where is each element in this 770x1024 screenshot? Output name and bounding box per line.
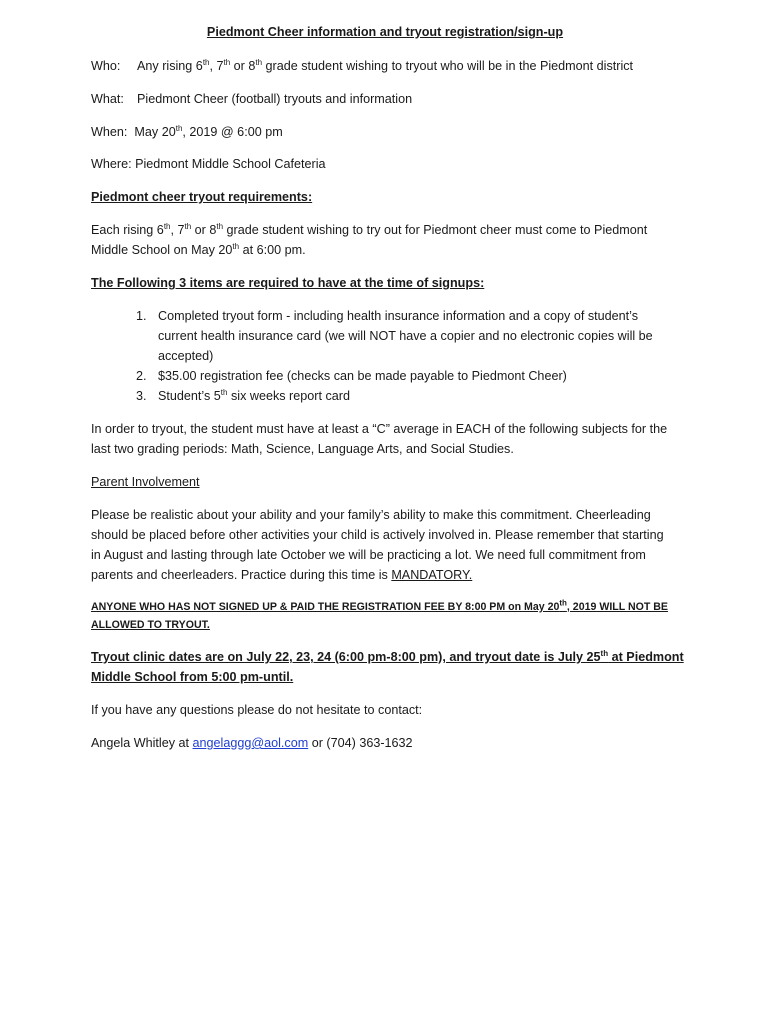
sup: th bbox=[184, 221, 192, 231]
text: Middle School on May 20 bbox=[91, 243, 233, 257]
where-line bbox=[91, 154, 326, 174]
sup: th bbox=[175, 123, 183, 133]
email-link[interactable]: angelaggg@aol.com bbox=[192, 736, 309, 750]
list-item-cont: current health insurance card (we will NOT have a copier and no electronic copies will be bbox=[158, 329, 653, 343]
items-heading: The Following 3 items are required to have at the time of signups: bbox=[91, 276, 485, 290]
list-item bbox=[136, 306, 638, 326]
grades-line-1: In order to tryout, the student must have at least a “C” average in EACH of the following subjects for the bbox=[91, 422, 668, 436]
parent-line-1: Please be realistic about your ability and your family’s ability to make this commitment. Cheerleading bbox=[91, 508, 651, 522]
requirements-line-1 bbox=[91, 220, 647, 240]
when-text: May 20 bbox=[134, 125, 176, 139]
sup: th bbox=[255, 57, 263, 67]
text: parents and cheerleaders. Practice during this time is bbox=[91, 568, 392, 582]
text: Tryout clinic dates are on July 22, 23, 24 (6:00 pm-8:00 pm), and tryout date is July 25 bbox=[91, 650, 601, 664]
warning-line-1 bbox=[91, 597, 668, 617]
contact-intro: If you have any questions please do not hesitate to contact: bbox=[91, 703, 423, 717]
parent-line-2: should be placed before other activities your child is actively involved in. Please remember that starting bbox=[91, 528, 664, 542]
list-item bbox=[136, 366, 567, 386]
clinic-line-2: Middle School from 5:00 pm-until. bbox=[91, 670, 294, 684]
list-text: six weeks report card bbox=[227, 389, 350, 403]
where-text: Piedmont Middle School Cafeteria bbox=[135, 157, 326, 171]
when-line bbox=[91, 122, 283, 142]
contact-line bbox=[91, 733, 413, 753]
where-label: Where: bbox=[91, 157, 132, 171]
clinic-line-1 bbox=[91, 647, 684, 667]
who-text: grade student wishing to tryout who will be in the Piedmont district bbox=[262, 59, 634, 73]
what-line bbox=[91, 89, 412, 109]
sup: th bbox=[559, 598, 567, 608]
grades-line-2: last two grading periods: Math, Science, Language Arts, and Social Studies. bbox=[91, 442, 514, 456]
parent-line-4 bbox=[91, 565, 472, 585]
text: or 8 bbox=[191, 223, 217, 237]
text: , 2019 WILL NOT BE bbox=[566, 601, 668, 613]
who-label: Who: bbox=[91, 59, 121, 73]
list-text: Student’s 5 bbox=[158, 389, 221, 403]
sup: th bbox=[220, 387, 228, 397]
requirements-line-2 bbox=[91, 240, 306, 260]
what-text: Piedmont Cheer (football) tryouts and information bbox=[137, 92, 413, 106]
who-text: Any rising 6 bbox=[137, 59, 203, 73]
contact-name: Angela Whitley at bbox=[91, 736, 193, 750]
list-number: 3. bbox=[136, 389, 147, 403]
mandatory-text: MANDATORY. bbox=[391, 568, 473, 582]
page-title: Piedmont Cheer information and tryout registration/sign-up bbox=[206, 25, 564, 39]
warning-line-2: ALLOWED TO TRYOUT. bbox=[91, 619, 210, 631]
text: at 6:00 pm. bbox=[239, 243, 306, 257]
requirements-heading: Piedmont cheer tryout requirements: bbox=[91, 190, 313, 204]
text: grade student wishing to try out for Piedmont cheer must come to Piedmont bbox=[223, 223, 648, 237]
list-number: 1. bbox=[136, 309, 147, 323]
who-line bbox=[91, 56, 633, 76]
list-item-cont: accepted) bbox=[158, 349, 214, 363]
who-text: or 8 bbox=[230, 59, 256, 73]
when-text: , 2019 @ 6:00 pm bbox=[182, 125, 283, 139]
who-text: , 7 bbox=[209, 59, 224, 73]
list-text: $35.00 registration fee (checks can be made payable to Piedmont Cheer) bbox=[158, 369, 567, 383]
sup: th bbox=[202, 57, 210, 67]
parent-heading: Parent Involvement bbox=[91, 475, 200, 489]
list-item bbox=[136, 386, 350, 406]
list-text: Completed tryout form - including health insurance information and a copy of student’s bbox=[158, 309, 638, 323]
parent-line-3: in August and lasting through late October we will be practicing a lot. We need full commitment from bbox=[91, 548, 646, 562]
text: , 7 bbox=[170, 223, 185, 237]
sup: th bbox=[163, 221, 171, 231]
text: Each rising 6 bbox=[91, 223, 164, 237]
list-number: 2. bbox=[136, 369, 147, 383]
sup: th bbox=[232, 241, 240, 251]
sup: th bbox=[223, 57, 231, 67]
text: ANYONE WHO HAS NOT SIGNED UP & PAID THE REGISTRATION FEE BY 8:00 PM on May 20 bbox=[91, 601, 560, 613]
what-label: What: bbox=[91, 92, 124, 106]
sup: th bbox=[600, 648, 609, 658]
when-label: When: bbox=[91, 125, 128, 139]
text: at Piedmont bbox=[608, 650, 684, 664]
contact-phone: or (704) 363-1632 bbox=[308, 736, 413, 750]
sup: th bbox=[216, 221, 224, 231]
